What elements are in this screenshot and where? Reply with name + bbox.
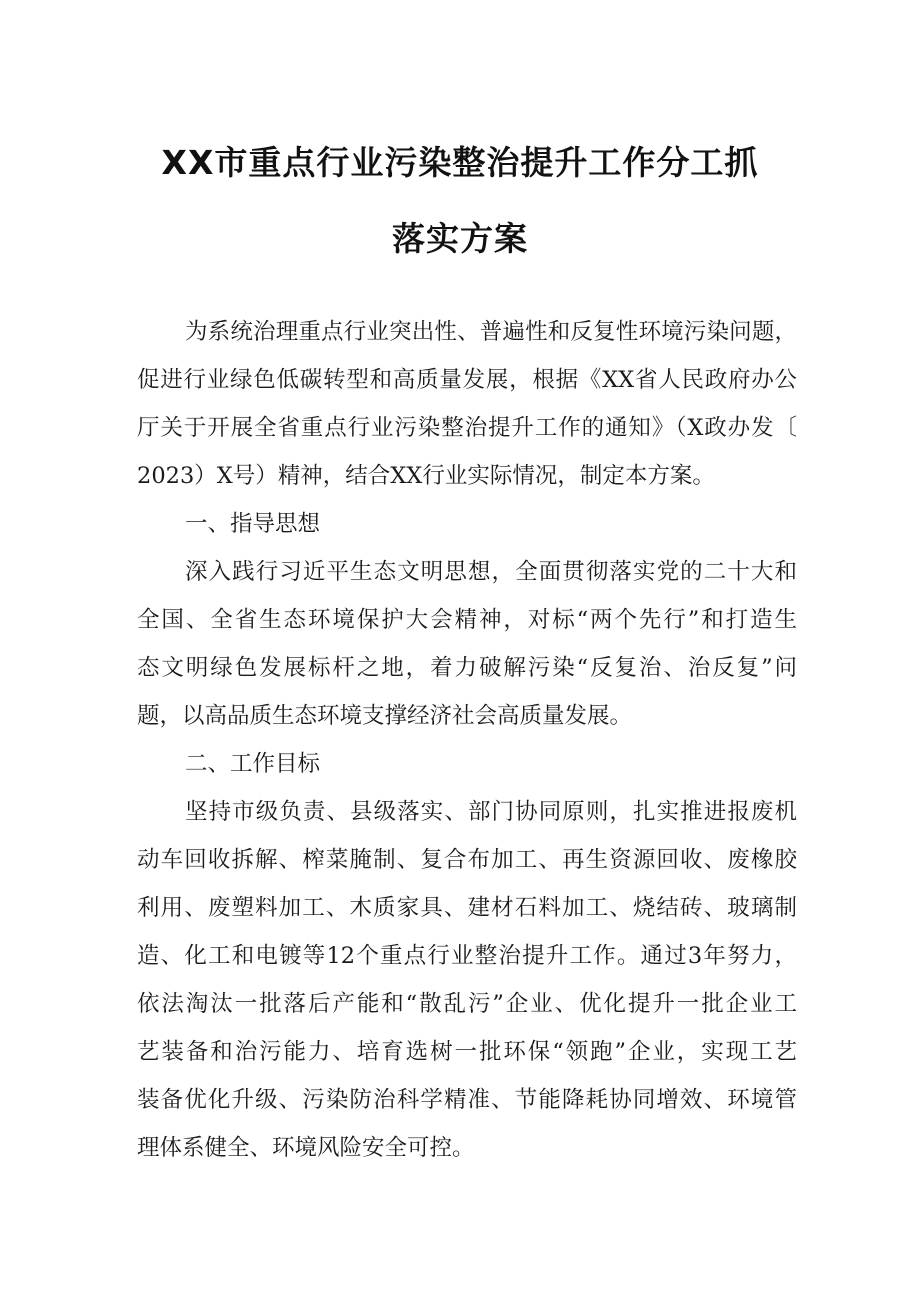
paragraph-intro-line: 厅关于开展全省重点行业污染整治提升工作的通知》（X政办发〔 [137,415,797,441]
paragraph-goals-line: 坚持市级负责、县级落实、部门协同原则，扎实推进报废机 [185,799,797,825]
paragraph-intro-line: 2023）X号）精神，结合XX行业实际情况，制定本方案。 [137,463,715,489]
paragraph-goals-line: 利用、废塑料加工、木质家具、建材石料加工、烧结砖、玻璃制 [137,895,797,921]
paragraph-intro-line: 为系统治理重点行业突出性、普遍性和反复性环境污染问题， [185,319,797,345]
paragraph-guiding-line: 题，以高品质生态环境支撑经济社会高质量发展。 [137,703,633,729]
section-heading-guiding-ideology: 一、指导思想 [185,511,321,537]
section-heading-work-goals: 二、工作目标 [185,751,321,777]
paragraph-goals-line: 动车回收拆解、榨菜腌制、复合布加工、再生资源回收、废橡胶 [137,847,797,873]
paragraph-guiding-line: 深入践行习近平生态文明思想，全面贯彻落实党的二十大和 [185,559,797,585]
paragraph-guiding-line: 态文明绿色发展标杆之地，着力破解污染“反复治、治反复”问 [137,655,797,681]
paragraph-goals-line: 理体系健全、环境风险安全可控。 [137,1135,475,1161]
paragraph-goals-line: 装备优化升级、污染防治科学精准、节能降耗协同增效、环境管 [137,1087,797,1113]
document-title-line-2: 落实方案 [392,219,528,258]
paragraph-goals-line: 依法淘汰一批落后产能和“散乱污”企业、优化提升一批企业工 [137,991,797,1017]
paragraph-goals-line: 造、化工和电镀等12个重点行业整治提升工作。通过3年努力， [137,943,797,969]
paragraph-intro-line: 促进行业绿色低碳转型和高质量发展，根据《XX省人民政府办公 [137,367,797,393]
document-title-line-1: XX市重点行业污染整治提升工作分工抓 [161,143,759,182]
paragraph-goals-line: 艺装备和治污能力、培育选树一批环保“领跑”企业，实现工艺 [137,1039,797,1065]
paragraph-guiding-line: 全国、全省生态环境保护大会精神，对标“两个先行”和打造生 [137,607,797,633]
